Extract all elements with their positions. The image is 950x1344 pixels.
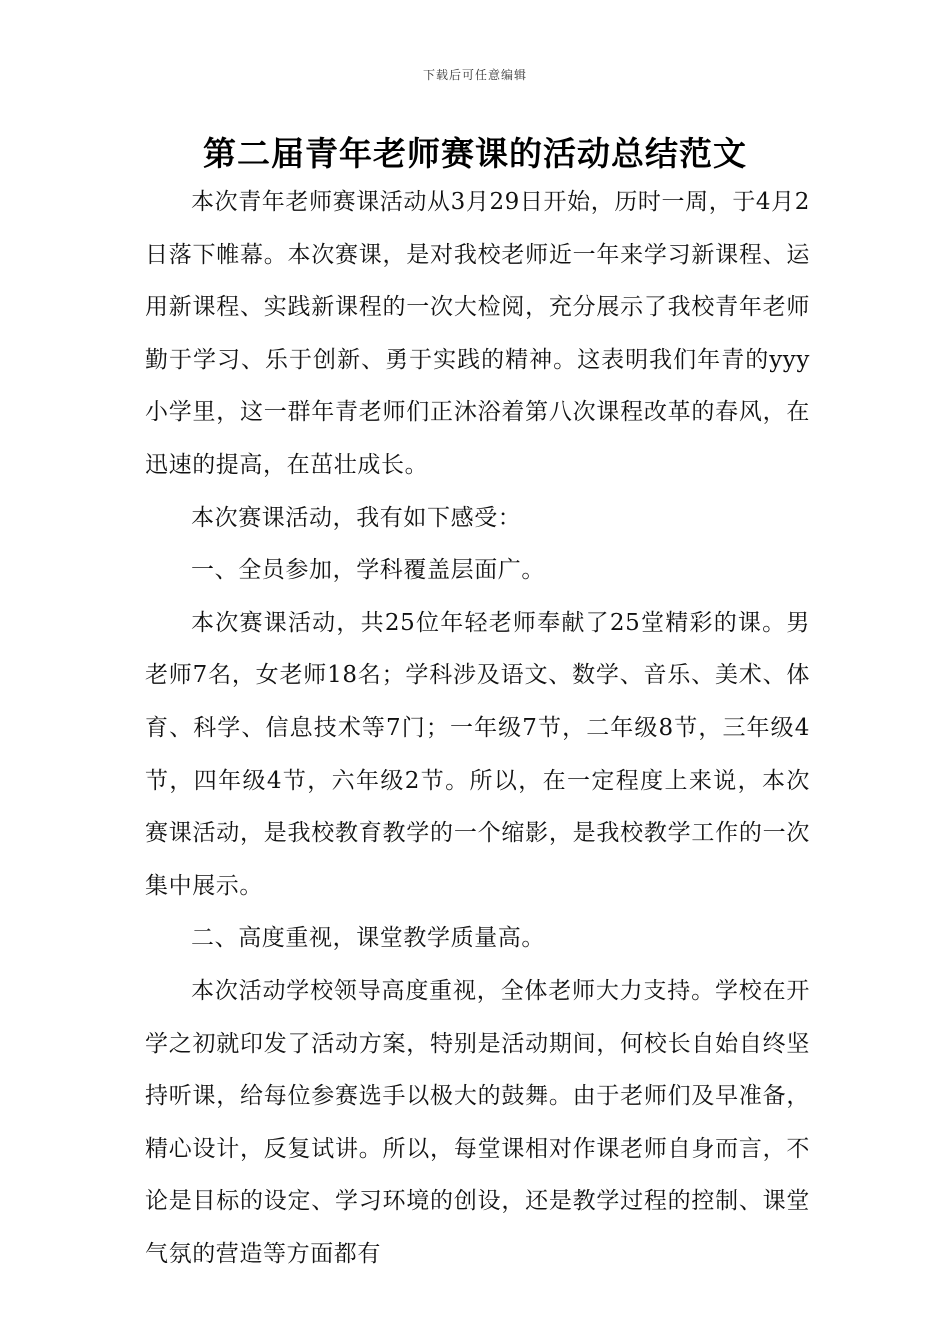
header-note: 下载后可任意编辑 <box>422 68 527 82</box>
document-body <box>145 176 810 1280</box>
paragraph-intro: 本次青年老师赛课活动从3月29日开始，历时一周，于4月2日落下帷幕。本次赛课，是对我校老师近一年来学习新课程、运用新课程、实践新课程的一次大检阅，充分展示了我校青年老师勤于学习、乐于创新、勇于实践的精神。这表明我们年青的yyy小学里，这一群年青老师们正沐浴着第八次课程改革的春风，在迅速的提高，在茁壮成长。 <box>145 189 810 478</box>
section-heading-1: 一、全员参加，学科覆盖层面广。 <box>191 557 545 584</box>
paragraph-quality: 本次活动学校领导高度重视，全体老师大力支持。学校在开学之初就印发了活动方案，特别是活动期间，何校长自始自终坚持听课，给每位参赛选手以极大的鼓舞。由于老师们及早准备，精心设计，反复试讲。所以，每堂课相对作课老师自身而言，不论是目标的设定、学习环境的创设，还是教学过程的控制、课堂气氛的营造等方面都有 <box>145 977 810 1267</box>
paragraph-feelings: 本次赛课活动，我有如下感受： <box>191 504 522 531</box>
section-heading-2: 二、高度重视，课堂教学质量高。 <box>191 925 545 952</box>
paragraph-participation: 本次赛课活动，共25位年轻老师奉献了25堂精彩的课。男老师7名，女老师18名；学科涉及语文、数学、音乐、美术、体育、科学、信息技术等7门；一年级7节，二年级8节，三年级4节，四年级4节，六年级2节。所以，在一定程度上来说，本次赛课活动，是我校教育教学的一个缩影，是我校教学工作的一次集中展示。 <box>145 609 810 899</box>
document-title: 第二届青年老师赛课的活动总结范文 <box>203 134 747 173</box>
